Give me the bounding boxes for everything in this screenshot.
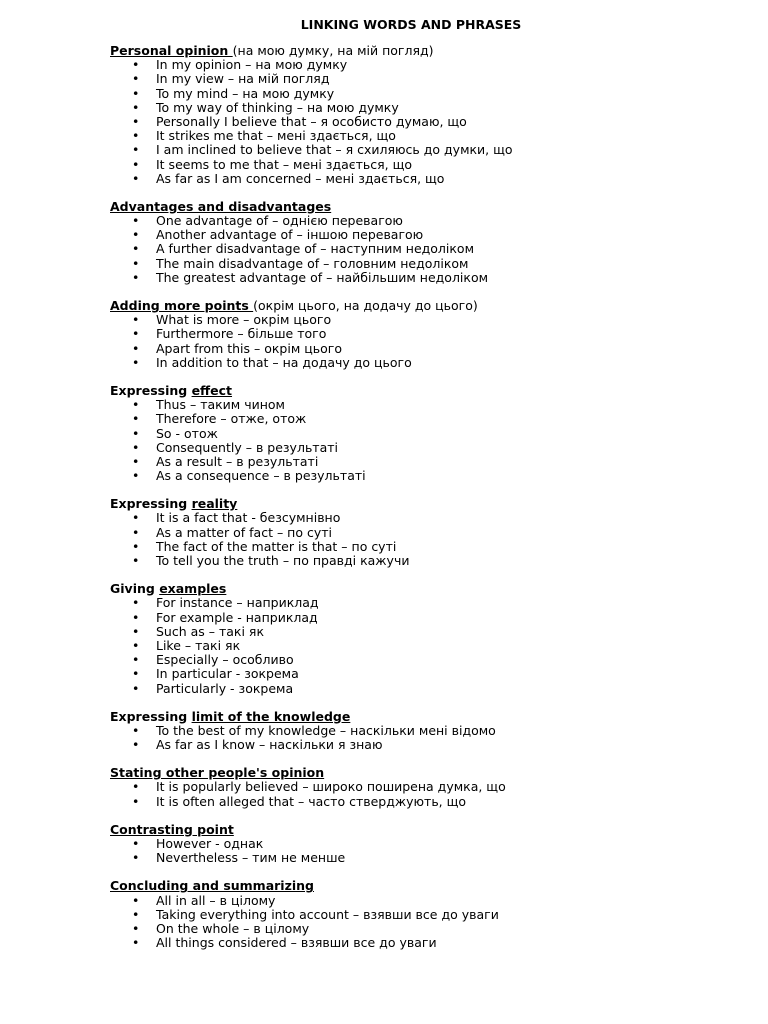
list-item: • Personally I believe that – я особисто думаю, що [132,113,467,129]
bullet-icon: • [132,468,140,484]
heading-main: reality [191,496,238,512]
bullet-icon: • [132,354,140,370]
bullet-icon: • [132,439,140,455]
document-body [110,44,750,964]
list-item: • Furthermore – більше того [132,326,327,342]
list-item: • Thus – таким чином [132,397,285,413]
section-other-opinion [110,766,750,809]
bullet-icon: • [132,99,140,115]
list-item: • On the whole – в цілому [132,920,310,936]
list-item: • In particular - зокрема [132,666,299,682]
list-item: • As far as I know – наскільки я знаю [132,737,383,753]
section-heading [110,582,750,596]
heading-rest: (окрім цього, на додачу до цього) [253,298,478,313]
bullet-icon: • [132,71,140,87]
list-item: • What is more – окрім цього [132,312,332,328]
list-item: • A further disadvantage of – наступним недоліком [132,241,475,257]
section-heading [110,823,750,837]
phrase-list [110,837,750,865]
bullet-icon: • [132,425,140,441]
list-item: • In my view – на мій погляд [132,71,330,87]
bullet-icon: • [132,836,140,851]
section-expressing-reality [110,497,750,568]
bullet-icon: • [132,680,140,696]
list-item: • In addition to that – на додачу до цього [132,354,412,370]
section-giving-examples [110,582,750,696]
section-adding-points [110,299,750,370]
bullet-icon: • [132,411,140,427]
bullet-icon: • [132,156,140,172]
bullet-icon: • [132,170,140,186]
bullet-icon: • [132,269,140,285]
phrase-list [110,58,750,186]
heading-main: limit of the knowledge [191,708,351,724]
heading-main: Contrasting point [110,821,234,837]
section-personal-opinion [110,44,750,186]
heading-prefix: Giving [110,581,160,597]
list-item: • Consequently – в результаті [132,439,339,455]
heading-prefix: Expressing [110,382,192,398]
bullet-icon: • [132,85,140,101]
list-item: • It is often alleged that – часто стверджують, що [132,793,467,809]
bullet-icon: • [132,906,140,922]
section-advantages [110,200,750,285]
bullet-icon: • [132,227,140,243]
bullet-icon: • [132,637,140,653]
list-item: • One advantage of – однією перевагою [132,213,403,229]
bullet-icon: • [132,397,140,413]
phrase-list [110,894,750,951]
bullet-icon: • [132,340,140,356]
section-heading [110,879,750,893]
section-heading [110,200,750,214]
list-item: • To my mind – на мою думку [132,85,335,101]
bullet-icon: • [132,128,140,144]
list-item: • As a matter of fact – по суті [132,524,332,540]
list-item: • Particularly - зокрема [132,680,294,696]
section-heading [110,384,750,398]
bullet-icon: • [132,623,140,639]
list-item: • In my opinion – на мою думку [132,57,348,73]
section-heading [110,710,750,724]
phrase-list [110,511,750,568]
heading-prefix: Expressing [110,496,192,512]
phrase-list [110,398,750,483]
heading-main: Concluding and summarizing [110,878,314,894]
bullet-icon: • [132,737,140,753]
bullet-icon: • [132,920,140,936]
heading-main: Stating other people's opinion [110,765,325,781]
bullet-icon: • [132,609,140,625]
heading-rest: (на мою думку, на мій погляд) [232,43,434,58]
bullet-icon: • [132,312,140,328]
section-expressing-effect [110,384,750,483]
phrase-list [110,724,750,752]
bullet-icon: • [132,722,140,738]
bullet-icon: • [132,255,140,271]
list-item: • It is popularly believed – широко поширена думка, що [132,779,506,795]
document-title: LINKING WORDS AND PHRASES [300,17,522,32]
phrase-list [110,780,750,808]
list-item: • To my way of thinking – на мою думку [132,99,399,115]
bullet-icon: • [132,453,140,469]
bullet-icon: • [132,892,140,908]
list-item: • The main disadvantage of – головним недоліком [132,255,469,271]
list-item: • So - отож [132,425,218,441]
bullet-icon: • [132,850,140,866]
list-item: • For instance – наприклад [132,595,319,611]
bullet-icon: • [132,213,140,229]
list-item: • For example - наприклад [132,609,318,625]
heading-main: effect [191,382,233,398]
bullet-icon: • [132,113,140,129]
list-item: • Another advantage of – іншою перевагою [132,227,424,243]
list-item: • However - однак [132,836,264,851]
bullet-icon: • [132,553,140,568]
list-item: • Taking everything into account – взявши все до уваги [132,906,499,922]
heading-main: Advantages and disadvantages [110,198,332,214]
phrase-list [110,313,750,370]
list-item: • Such as – такі як [132,623,265,639]
list-item: • As far as I am concerned – мені здається, що [132,170,445,186]
list-item: • All things considered – взявши все до уваги [132,935,437,951]
phrase-list [110,596,750,695]
heading-prefix: Expressing [110,708,192,724]
list-item: • All in all – в цілому [132,892,276,908]
heading-main: examples [159,581,227,597]
bullet-icon: • [132,524,140,540]
list-item: • Like – такі як [132,637,241,653]
list-item: • The fact of the matter is that – по суті [132,538,397,554]
section-concluding [110,879,750,950]
list-item: • Especially – особливо [132,652,294,668]
list-item: • Nevertheless – тим не менше [132,850,346,866]
list-item: • As a result – в результаті [132,453,319,469]
section-heading [110,299,750,313]
bullet-icon: • [132,538,140,554]
section-heading [110,44,750,58]
section-limit-of-knowledge [110,710,750,753]
list-item: • As a consequence – в результаті [132,468,366,484]
list-item: • To the best of my knowledge – наскільки мені відомо [132,722,496,738]
bullet-icon: • [132,142,140,158]
bullet-icon: • [132,793,140,809]
bullet-icon: • [132,779,140,795]
bullet-icon: • [132,510,140,526]
bullet-icon: • [132,57,140,73]
section-heading [110,497,750,511]
heading-main: Personal opinion [110,43,233,58]
bullet-icon: • [132,652,140,668]
bullet-icon: • [132,326,140,342]
phrase-list [110,214,750,285]
list-item: • To tell you the truth – по правді кажучи [132,553,410,568]
list-item: • It is a fact that - безсумнівно [132,510,341,526]
bullet-icon: • [132,241,140,257]
heading-main: Adding more points [110,298,254,313]
section-contrasting [110,823,750,866]
list-item: • The greatest advantage of – найбільшим недоліком [132,269,489,285]
list-item: • It seems to me that – мені здається, що [132,156,413,172]
list-item: • It strikes me that – мені здається, що [132,128,396,144]
bullet-icon: • [132,595,140,611]
list-item: • Apart from this – окрім цього [132,340,342,356]
section-heading [110,766,750,780]
bullet-icon: • [132,666,140,682]
list-item: • I am inclined to believe that – я схиляюсь до думки, що [132,142,513,158]
bullet-icon: • [132,935,140,951]
list-item: • Therefore – отже, отож [132,411,307,427]
